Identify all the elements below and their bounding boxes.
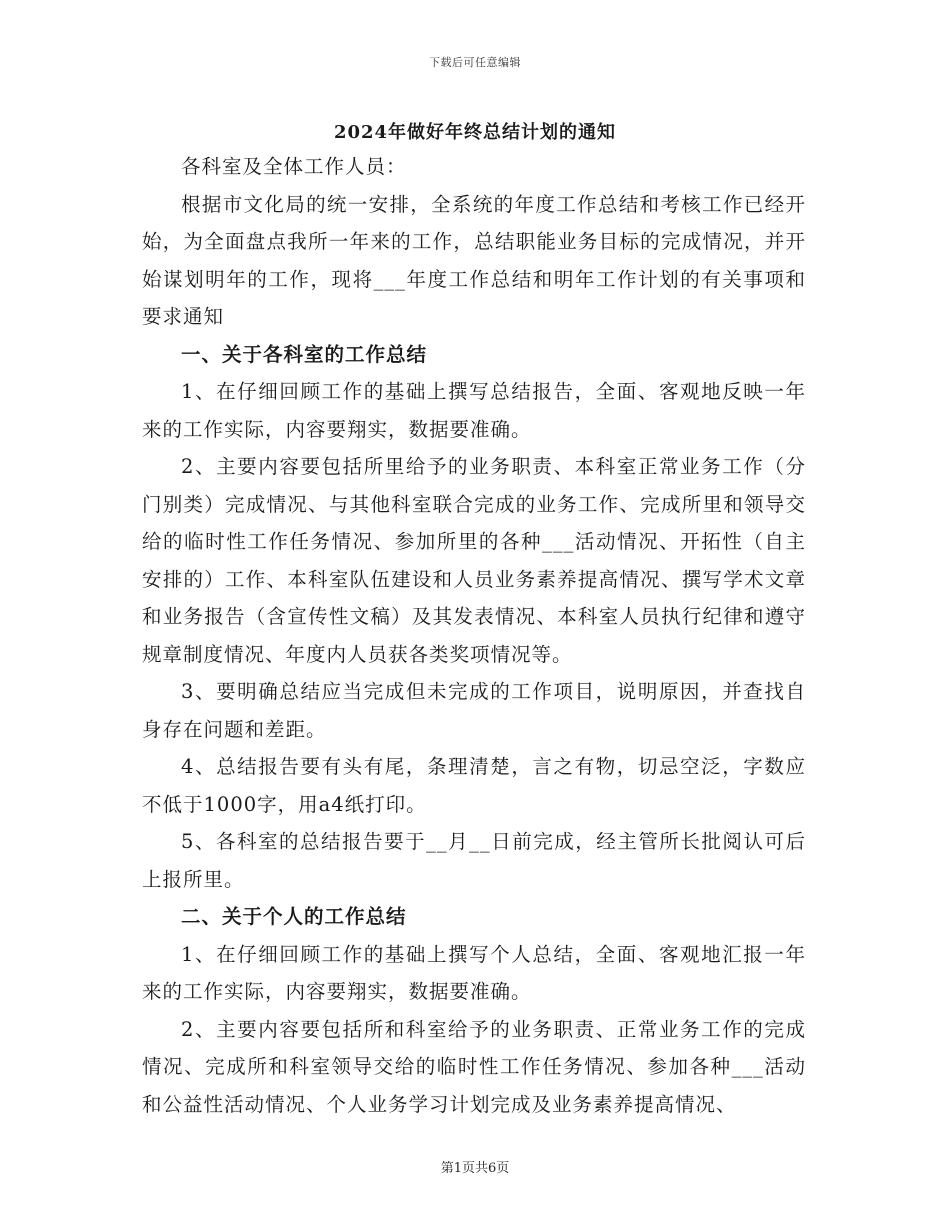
intro-paragraph: 根据市文化局的统一安排，全系统的年度工作总结和考核工作已经开始，为全面盘点我所一年来的工作，总结职能业务目标的完成情况，并开始谋划明年的工作，现将___年度工作总结和明年工作计划的有关事项和要求通知 xyxy=(142,192,806,328)
paragraph: 2、主要内容要包括所里给予的业务职责、本科室正常业务工作（分门别类）完成情况、与其他科室联合完成的业务工作、完成所里和领导交给的临时性工作任务情况、参加所里的各种___活动情况、开拓性（自主安排的）工作、本科室队伍建设和人员业务素养提高情况、撰写学术文章和业务报告（含宣传性文稿）及其发表情况、本科室人员执行纪律和遵守规章制度情况、年度内人员获各类奖项情况等。 xyxy=(142,455,806,666)
salutation: 各科室及全体工作人员： xyxy=(181,155,407,178)
paragraph: 1、在仔细回顾工作的基础上撰写个人总结，全面、客观地汇报一年来的工作实际，内容要翔实，数据要准确。 xyxy=(142,942,806,1003)
paragraph: 5、各科室的总结报告要于__月__日前完成，经主管所长批阅认可后上报所里。 xyxy=(142,830,806,891)
document-title: 2024年做好年终总结计划的通知 xyxy=(333,122,617,143)
page-header: 下载后可任意编辑 xyxy=(429,56,521,69)
paragraph: 2、主要内容要包括所和科室给予的业务职责、正常业务工作的完成情况、完成所和科室领导交给的临时性工作任务情况、参加各种___活动和公益性活动情况、个人业务学习计划完成及业务素养提高情况、 xyxy=(142,1017,806,1116)
section-heading: 一、关于各科室的工作总结 xyxy=(181,342,428,366)
document-body xyxy=(142,148,806,1123)
paragraph: 1、在仔细回顾工作的基础上撰写总结报告，全面、客观地反映一年来的工作实际，内容要翔实，数据要准确。 xyxy=(142,380,806,441)
paragraph: 4、总结报告要有头有尾，条理清楚，言之有物，切忌空泛，字数应不低于1000字，用a4纸打印。 xyxy=(142,755,806,816)
section-heading: 二、关于个人的工作总结 xyxy=(181,905,407,928)
paragraph: 3、要明确总结应当完成但未完成的工作项目，说明原因，并查找自身存在问题和差距。 xyxy=(142,680,806,741)
page-footer: 第1页共6页 xyxy=(440,1161,510,1176)
